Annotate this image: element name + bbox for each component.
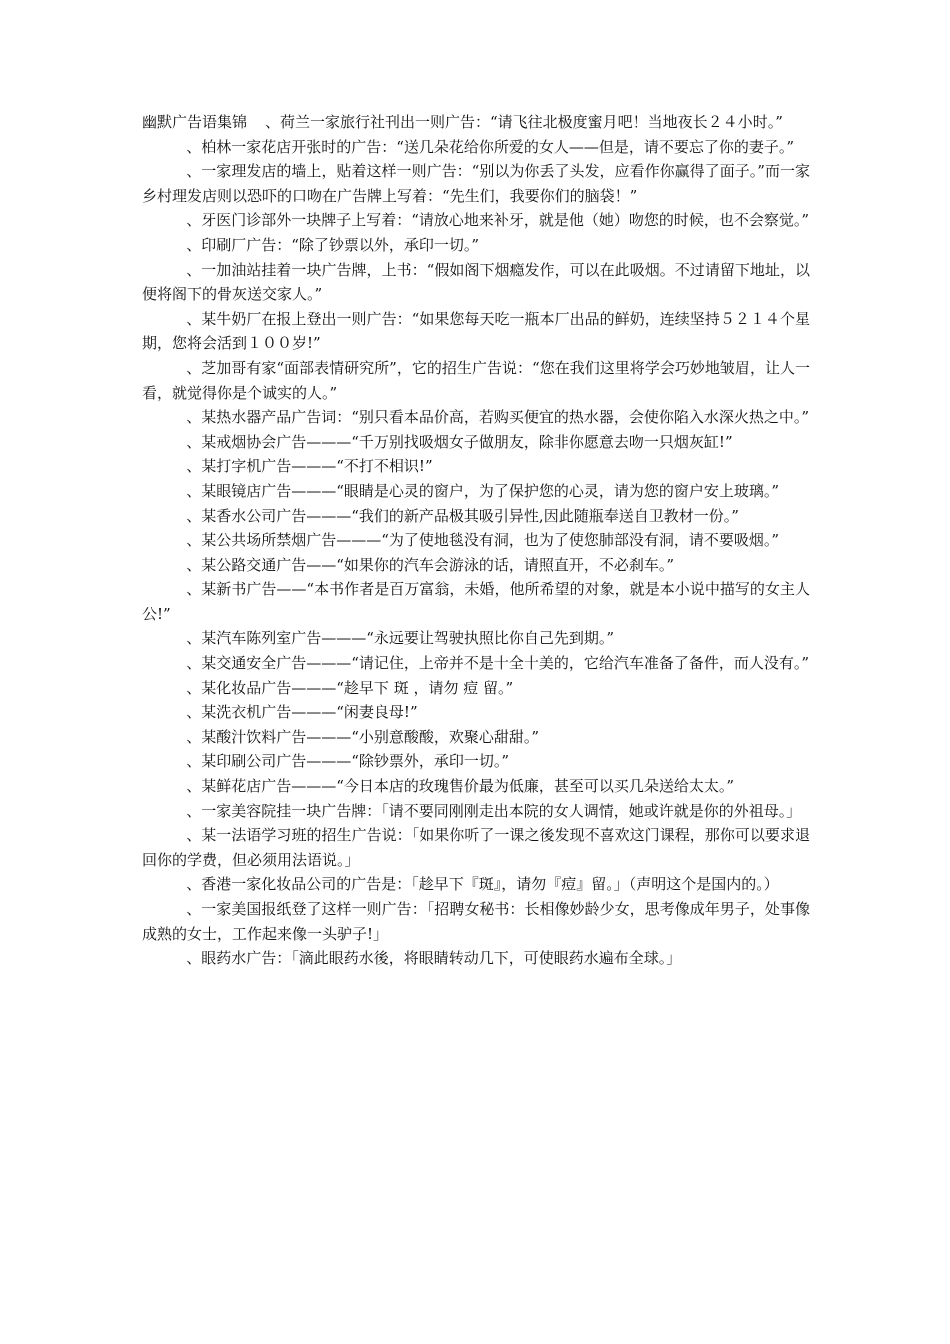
paragraph-14: 、某公共场所禁烟广告———“为了使地毯没有洞，也为了使您肺部没有洞，请不要吸烟。” [186,531,780,550]
paragraph-8: 、芝加哥有家“面部表情研究所”，它的招生广告说：“您在我们这里将学会巧妙地皱眉，让人一看，就觉得你是个诚实的人。” [142,358,810,402]
paragraph-15: 、某公路交通广告——“如果你的汽车会游泳的话，请照直开，不必刹车。” [186,555,675,574]
paragraph-4: 、牙医门诊部外一块牌子上写着：“请放心地来补牙，就是他（她）吻您的时候，也不会察觉。” [186,211,810,230]
paragraph-3: 、一家理发店的墙上，贴着这样一则广告：“别以为你丢了头发，应看作你赢得了面子。”而一家乡村理发店则以恐吓的口吻在广告牌上写着：“先生们，我要你们的脑袋！” [142,162,810,205]
paragraph-17: 、某汽车陈列室广告———“永远要让驾驶执照比你自己先到期。” [186,629,615,648]
paragraph-2: 、柏林一家花店开张时的广告：“送几朵花给你所爱的女人——但是，请不要忘了你的妻子。” [186,137,795,156]
paragraph-11: 、某打字机广告———“不打不相识!” [186,457,433,476]
paragraph-16: 、某新书广告——“本书作者是百万富翁，未婚，他所希望的对象，就是本小说中描写的女主人公!” [142,580,810,623]
paragraph-13: 、某香水公司广告———“我们的新产品极其吸引异性,因此随瓶奉送自卫教材一份。” [186,506,739,525]
paragraph-25: 、某一法语学习班的招生广告说：「如果你听了一课之後发现不喜欢这门课程，那你可以要求退回你的学费，但必须用法语说。」 [142,826,810,869]
paragraph-text: 、荷兰一家旅行社刊出一则广告：“请飞往北极度蜜月吧！当地夜长２４小时。” [265,113,783,131]
paragraph-19: 、某化妆品广告———“趁早下 斑 ，请勿 痘 留。” [186,678,514,697]
paragraph-10: 、某戒烟协会广告———“千万别找吸烟女子做朋友，除非你愿意去吻一只烟灰缸!” [186,432,733,451]
document-body [142,110,810,971]
paragraph-5: 、印刷厂广告：“除了钞票以外，承印一切。” [186,235,480,254]
paragraph-7: 、某牛奶厂在报上登出一则广告：“如果您每天吃一瓶本厂出品的鲜奶，连续坚持５２１４个星期，您将会活到１００岁!” [142,309,810,353]
paragraph-6: 、一加油站挂着一块广告牌，上书：“假如阁下烟瘾发作，可以在此吸烟。不过请留下地址，以便将阁下的骨灰送交家人。” [142,260,810,304]
paragraph-24: 、一家美容院挂一块广告牌：「请不要同刚刚走出本院的女人调情，她或许就是你的外祖母。」 [186,801,802,820]
paragraph-22: 、某印刷公司广告———“除钞票外，承印一切。” [186,752,510,771]
paragraph-23: 、某鲜花店广告———“今日本店的玫瑰售价最为低廉，甚至可以买几朵送给太太。” [186,777,735,796]
paragraph-21: 、某酸汁饮料广告———“小别意酸酸，欢聚心甜甜。” [186,727,540,746]
paragraph-18: 、某交通安全广告———“请记住，上帝并不是十全十美的，它给汽车准备了备件，而人没有。” [186,654,810,673]
paragraph-9: 、某热水器产品广告词：“别只看本品价高，若购买便宜的热水器，会使你陷入水深火热之中。” [186,408,810,427]
paragraph-1 [142,110,810,135]
paragraph-28: 、眼药水广告：「滴此眼药水後，将眼睛转动几下，可使眼药水遍布全球。」 [186,949,682,968]
paragraph-27: 、一家美国报纸登了这样一则广告：「招聘女秘书：长相像妙龄少女，思考像成年男子，处事像成熟的女士，工作起来像一头驴子!」 [142,900,810,943]
paragraph-12: 、某眼镜店广告———“眼睛是心灵的窗户，为了保护您的心灵，请为您的窗户安上玻璃。” [186,481,780,500]
paragraph-26: 、香港一家化妆品公司的广告是：「趁早下『斑』，请勿『痘』留。」（声明这个是国内的。） [186,875,779,894]
paragraph-20: 、某洗衣机广告———“闲妻良母!” [186,703,418,722]
document-title: 幽默广告语集锦 [142,113,248,131]
